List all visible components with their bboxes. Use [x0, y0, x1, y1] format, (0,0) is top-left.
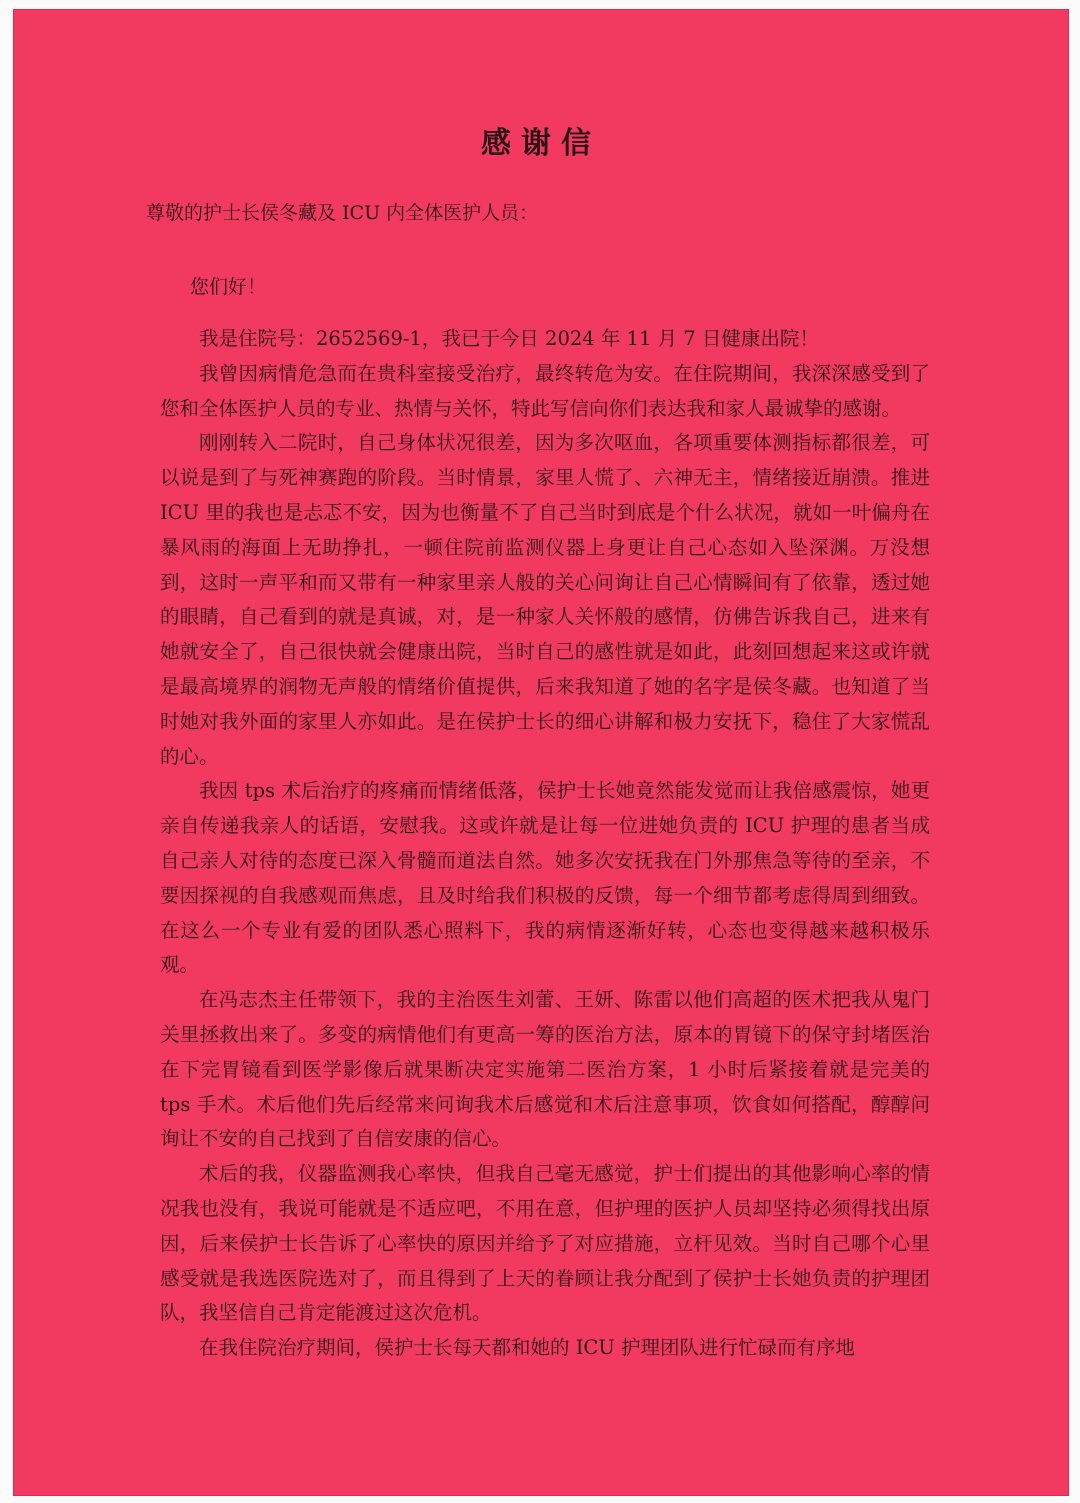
letter-salutation: 尊敬的护士长侯冬藏及 ICU 内全体医护人员： [146, 202, 539, 224]
paragraph: 在冯志杰主任带领下，我的主治医生刘蕾、王妍、陈雷以他们高超的医术把我从鬼门关里拯救出来了。多变的病情他们有更高一筹的医治方法，原本的胃镜下的保守封堵医治在下完胃镜看到医学影像后就果断决定实施第二医治方案，1 小时后紧接着就是完美的 tps 手术。术后他们先后经常来问询我术后感觉和术后注意事项，饮食如何搭配，醇醇问询让不安的自己找到了自信安康的信心。 [160, 988, 930, 1151]
paragraph: 我是住院号：2652569-1，我已于今日 2024 年 11 月 7 日健康出院！ [199, 327, 819, 350]
paragraph: 我因 tps 术后治疗的疼痛而情绪低落，侯护士长她竟然能发觉而让我倍感震惊，她更亲自传递我亲人的话语，安慰我。这或许就是让每一位进她负责的 ICU 护理的患者当成自己亲人对待的态度已深入骨髓而道法自然。她多次安抚我在门外那焦急等待的至亲，不要因探视的自我感观而焦虑，且及时给我们积极的反馈，每一个细节都考虑得周到细致。在这么一个专业有爱的团队悉心照料下，我的病情逐渐好转，心态也变得越来越积极乐观。 [160, 779, 930, 977]
letter-sheet [14, 10, 1068, 1495]
paragraph: 我曾因病情危急而在贵科室接受治疗，最终转危为安。在住院期间，我深深感受到了您和全体医护人员的专业、热情与关怀，特此写信向你们表达我和家人最诚挚的感谢。 [160, 361, 930, 420]
paragraph: 术后的我，仪器监测我心率快，但我自己毫无感觉，护士们提出的其他影响心率的情况我也没有，我说可能就是不适应吧，不用在意，但护理的医护人员却坚持必须得找出原因，后来侯护士长告诉了心率快的原因并给予了对应措施，立杆见效。当时自己哪个心里感受就是我选医院选对了，而且得到了上天的眷顾让我分配到了侯护士长她负责的护理团队，我坚信自己肯定能渡过这次危机。 [160, 1162, 930, 1325]
letter-title: 感谢信 [481, 126, 601, 161]
letter-body [160, 322, 930, 1366]
paragraph: 刚刚转入二院时，自己身体状况很差，因为多次呕血，各项重要体测指标都很差，可以说是到了与死神赛跑的阶段。当时情景，家里人慌了、六神无主，情绪接近崩溃。推进 ICU 里的我也是忐忑不安，因为也衡量不了自己当时到底是个什么状况，就如一叶偏舟在暴风雨的海面上无助挣扎，一顿住院前监测仪器上身更让自己心态如入坠深渊。万没想到，这时一声平和而又带有一种家里亲人般的关心问询让自己心情瞬间有了依靠，透过她的眼睛，自己看到的就是真诚，对，是一种家人关怀般的感情，仿佛告诉我自己，进来有她就安全了，自己很快就会健康出院，当时自己的感性就是如此，此刻回想起来这或许就是最高境界的润物无声般的情绪价值提供，后来我知道了她的名字是侯冬藏。也知道了当时她对我外面的家里人亦如此。是在侯护士长的细心讲解和极力安抚下，稳住了大家慌乱的心。 [160, 431, 930, 768]
paragraph: 在我住院治疗期间，侯护士长每天都和她的 ICU 护理团队进行忙碌而有序地 [199, 1336, 855, 1360]
letter-greeting: 您们好！ [190, 276, 267, 298]
